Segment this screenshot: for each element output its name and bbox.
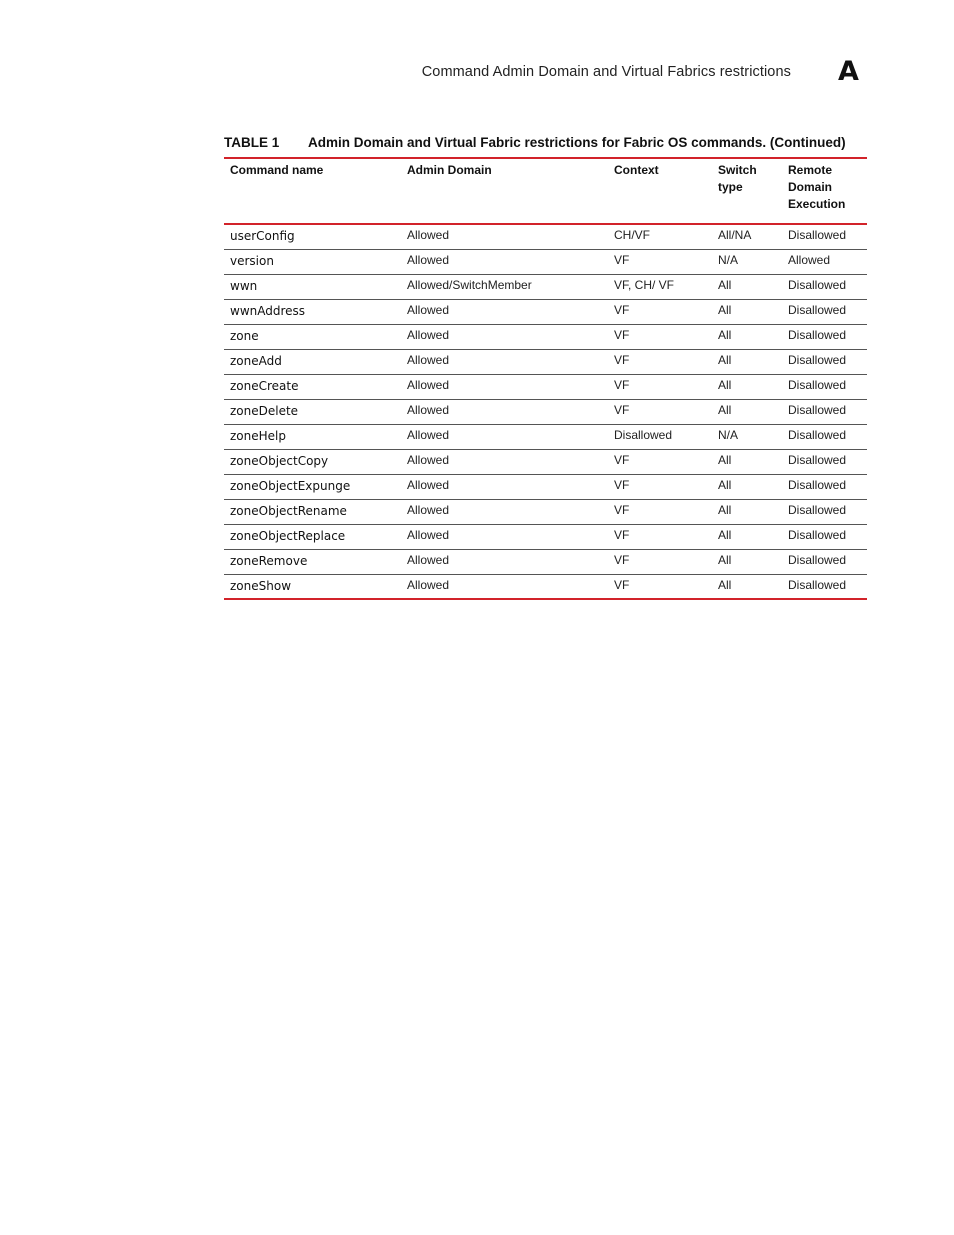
column-header-switch-type: Switch type	[712, 158, 782, 224]
cell-admin-domain: Allowed	[401, 449, 608, 474]
cell-remote-execution: Disallowed	[782, 449, 867, 474]
table-number: TABLE 1	[224, 135, 280, 150]
cell-switch-type: All	[712, 474, 782, 499]
cell-remote-execution: Disallowed	[788, 577, 847, 592]
table-row	[224, 574, 867, 599]
cell-command-name: userConfig	[224, 224, 401, 249]
cell-admin-domain: Allowed	[407, 577, 450, 592]
cell-command-name: zoneAdd	[224, 349, 401, 374]
cell-context: VF	[608, 474, 712, 499]
restrictions-table	[224, 157, 867, 600]
cell-context: VF	[608, 374, 712, 399]
cell-admin-domain: Allowed	[401, 349, 608, 374]
cell-context: CH/VF	[608, 224, 712, 249]
cell-remote-execution: Disallowed	[782, 349, 867, 374]
cell-command-name: zoneShow	[230, 578, 292, 593]
column-header-command-name: Command name	[224, 158, 401, 224]
table-header-row	[224, 158, 867, 224]
table-row	[224, 499, 867, 524]
table-row	[224, 374, 867, 399]
table-row	[224, 224, 867, 249]
cell-admin-domain: Allowed	[401, 224, 608, 249]
cell-command-name: wwnAddress	[224, 299, 401, 324]
cell-remote-execution: Disallowed	[782, 499, 867, 524]
cell-remote-execution: Disallowed	[782, 549, 867, 574]
table-row	[224, 324, 867, 349]
cell-switch-type: All	[712, 324, 782, 349]
cell-command-name: zoneObjectExpunge	[224, 474, 401, 499]
cell-remote-execution: Disallowed	[782, 524, 867, 549]
cell-switch-type: All	[712, 299, 782, 324]
cell-context: VF	[608, 499, 712, 524]
cell-command-name: zoneObjectReplace	[224, 524, 401, 549]
table-body	[224, 224, 867, 599]
cell-switch-type: All	[712, 399, 782, 424]
table-row	[224, 449, 867, 474]
cell-context: VF	[608, 299, 712, 324]
table-caption-text: Admin Domain and Virtual Fabric restrictions for Fabric OS commands. (Continued)	[308, 135, 846, 150]
cell-remote-execution: Disallowed	[782, 399, 867, 424]
cell-command-name: version	[224, 249, 401, 274]
cell-switch-type: N/A	[712, 249, 782, 274]
cell-admin-domain: Allowed	[401, 249, 608, 274]
table-row	[224, 274, 867, 299]
cell-remote-execution: Disallowed	[782, 374, 867, 399]
cell-remote-execution: Disallowed	[782, 324, 867, 349]
cell-remote-execution: Disallowed	[782, 474, 867, 499]
cell-context: VF	[608, 549, 712, 574]
cell-remote-execution: Disallowed	[782, 424, 867, 449]
cell-command-name: wwn	[224, 274, 401, 299]
cell-remote-execution: Disallowed	[782, 274, 867, 299]
cell-switch-type: All	[718, 577, 732, 592]
table-caption	[224, 135, 867, 150]
cell-remote-execution: Disallowed	[782, 224, 867, 249]
table-row	[224, 349, 867, 374]
cell-command-name: zoneRemove	[224, 549, 401, 574]
cell-command-name: zoneObjectCopy	[224, 449, 401, 474]
cell-switch-type: All/NA	[712, 224, 782, 249]
cell-command-name: zoneHelp	[224, 424, 401, 449]
cell-switch-type: All	[712, 549, 782, 574]
cell-admin-domain: Allowed	[401, 374, 608, 399]
table-row	[224, 399, 867, 424]
cell-admin-domain: Allowed	[401, 499, 608, 524]
table-header	[224, 158, 867, 224]
cell-remote-execution: Disallowed	[782, 299, 867, 324]
cell-switch-type: All	[712, 349, 782, 374]
cell-context: Disallowed	[608, 424, 712, 449]
cell-admin-domain: Allowed	[401, 324, 608, 349]
table-row	[224, 424, 867, 449]
cell-admin-domain: Allowed	[401, 524, 608, 549]
cell-command-name: zoneObjectRename	[224, 499, 401, 524]
cell-remote-execution: Allowed	[782, 249, 867, 274]
cell-switch-type: All	[712, 499, 782, 524]
cell-admin-domain: Allowed	[401, 424, 608, 449]
table-row	[224, 524, 867, 549]
cell-context: VF	[608, 524, 712, 549]
cell-switch-type: All	[712, 274, 782, 299]
cell-switch-type: N/A	[712, 424, 782, 449]
cell-command-name: zone	[224, 324, 401, 349]
cell-context: VF	[608, 349, 712, 374]
cell-admin-domain: Allowed	[401, 474, 608, 499]
cell-command-name: zoneCreate	[224, 374, 401, 399]
appendix-letter: A	[838, 56, 859, 87]
cell-command-name: zoneDelete	[224, 399, 401, 424]
column-header-admin-domain: Admin Domain	[401, 158, 608, 224]
cell-admin-domain: Allowed	[401, 549, 608, 574]
cell-switch-type: All	[712, 374, 782, 399]
cell-context: VF	[608, 249, 712, 274]
cell-switch-type: All	[712, 524, 782, 549]
cell-admin-domain: Allowed	[401, 399, 608, 424]
cell-context: VF	[614, 577, 630, 592]
cell-context: VF	[608, 399, 712, 424]
table-row	[224, 474, 867, 499]
column-header-context: Context	[608, 158, 712, 224]
cell-context: VF	[608, 449, 712, 474]
table-row	[224, 299, 867, 324]
cell-admin-domain: Allowed/SwitchMember	[401, 274, 608, 299]
cell-switch-type: All	[712, 449, 782, 474]
column-header-remote-domain-execution: Remote Domain Execution	[782, 158, 867, 224]
running-header-title: Command Admin Domain and Virtual Fabrics restrictions	[421, 64, 791, 80]
cell-context: VF	[608, 324, 712, 349]
cell-context: VF, CH/ VF	[608, 274, 712, 299]
table-row	[224, 549, 867, 574]
cell-admin-domain: Allowed	[401, 299, 608, 324]
table-row	[224, 249, 867, 274]
